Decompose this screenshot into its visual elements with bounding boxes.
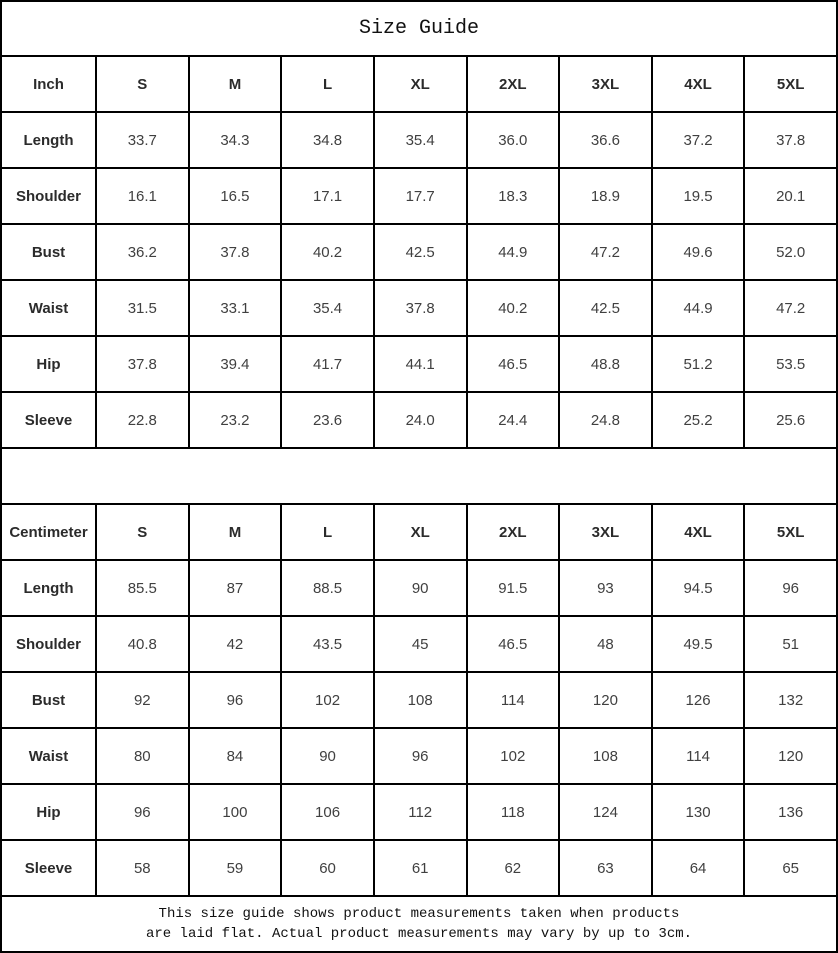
- value-cell: 39.4: [189, 336, 282, 392]
- value-cell: 46.5: [467, 336, 560, 392]
- unit-header-cell: Centimeter: [1, 504, 96, 560]
- value-cell: 96: [189, 672, 282, 728]
- value-cell: 102: [281, 672, 374, 728]
- value-cell: 63: [559, 840, 652, 896]
- value-cell: 42.5: [559, 280, 652, 336]
- value-cell: 132: [744, 672, 837, 728]
- value-cell: 24.4: [467, 392, 560, 448]
- value-cell: 120: [744, 728, 837, 784]
- value-cell: 36.6: [559, 112, 652, 168]
- value-cell: 118: [467, 784, 560, 840]
- value-cell: 91.5: [467, 560, 560, 616]
- measurement-row: [1, 616, 837, 672]
- value-cell: 35.4: [374, 112, 467, 168]
- value-cell: 35.4: [281, 280, 374, 336]
- value-cell: 108: [559, 728, 652, 784]
- value-cell: 40.8: [96, 616, 189, 672]
- size-column-header: 4XL: [652, 504, 745, 560]
- value-cell: 87: [189, 560, 282, 616]
- value-cell: 124: [559, 784, 652, 840]
- footer-row: [1, 896, 837, 952]
- value-cell: 58: [96, 840, 189, 896]
- value-cell: 31.5: [96, 280, 189, 336]
- value-cell: 24.8: [559, 392, 652, 448]
- value-cell: 96: [744, 560, 837, 616]
- measurement-row: [1, 560, 837, 616]
- value-cell: 37.2: [652, 112, 745, 168]
- value-cell: 45: [374, 616, 467, 672]
- size-column-header: 3XL: [559, 56, 652, 112]
- value-cell: 37.8: [374, 280, 467, 336]
- measurement-row: [1, 728, 837, 784]
- row-label-cell: Shoulder: [1, 168, 96, 224]
- value-cell: 92: [96, 672, 189, 728]
- value-cell: 44.9: [652, 280, 745, 336]
- value-cell: 96: [374, 728, 467, 784]
- value-cell: 93: [559, 560, 652, 616]
- measurement-row: [1, 840, 837, 896]
- title-row: [1, 1, 837, 56]
- value-cell: 36.0: [467, 112, 560, 168]
- value-cell: 96: [96, 784, 189, 840]
- footer-note: [1, 896, 837, 952]
- size-column-header: XL: [374, 56, 467, 112]
- spacer-row: [1, 448, 837, 504]
- size-column-header: XL: [374, 504, 467, 560]
- measurement-row: [1, 672, 837, 728]
- value-cell: 94.5: [652, 560, 745, 616]
- value-cell: 18.9: [559, 168, 652, 224]
- value-cell: 64: [652, 840, 745, 896]
- value-cell: 130: [652, 784, 745, 840]
- value-cell: 65: [744, 840, 837, 896]
- value-cell: 51: [744, 616, 837, 672]
- value-cell: 25.6: [744, 392, 837, 448]
- value-cell: 34.3: [189, 112, 282, 168]
- value-cell: 84: [189, 728, 282, 784]
- size-column-header: 2XL: [467, 56, 560, 112]
- value-cell: 44.1: [374, 336, 467, 392]
- measurement-row: [1, 336, 837, 392]
- footer-section: [1, 896, 837, 952]
- size-column-header: 4XL: [652, 56, 745, 112]
- footer-note-line-2: are laid flat. Actual product measurements may vary by up to 3cm.: [145, 926, 693, 942]
- size-column-header: M: [189, 56, 282, 112]
- value-cell: 48: [559, 616, 652, 672]
- value-cell: 25.2: [652, 392, 745, 448]
- value-cell: 80: [96, 728, 189, 784]
- row-label-cell: Sleeve: [1, 392, 96, 448]
- size-column-header: 3XL: [559, 504, 652, 560]
- inch-table-section: [1, 56, 837, 448]
- unit-header-cell: Inch: [1, 56, 96, 112]
- title-section: [1, 1, 837, 56]
- size-column-header: M: [189, 504, 282, 560]
- measurement-row: [1, 280, 837, 336]
- row-label-cell: Bust: [1, 224, 96, 280]
- value-cell: 90: [281, 728, 374, 784]
- spacer-cell: [1, 448, 837, 504]
- size-column-header: S: [96, 504, 189, 560]
- value-cell: 20.1: [744, 168, 837, 224]
- row-label-cell: Waist: [1, 728, 96, 784]
- size-header-row: [1, 56, 837, 112]
- value-cell: 136: [744, 784, 837, 840]
- value-cell: 108: [374, 672, 467, 728]
- value-cell: 60: [281, 840, 374, 896]
- value-cell: 34.8: [281, 112, 374, 168]
- value-cell: 62: [467, 840, 560, 896]
- value-cell: 41.7: [281, 336, 374, 392]
- value-cell: 46.5: [467, 616, 560, 672]
- size-column-header: L: [281, 56, 374, 112]
- value-cell: 43.5: [281, 616, 374, 672]
- value-cell: 126: [652, 672, 745, 728]
- spacer-section: [1, 448, 837, 504]
- centimeter-table-section: [1, 504, 837, 896]
- value-cell: 37.8: [744, 112, 837, 168]
- size-column-header: 5XL: [744, 56, 837, 112]
- row-label-cell: Bust: [1, 672, 96, 728]
- value-cell: 47.2: [559, 224, 652, 280]
- value-cell: 37.8: [96, 336, 189, 392]
- value-cell: 33.1: [189, 280, 282, 336]
- value-cell: 16.1: [96, 168, 189, 224]
- value-cell: 100: [189, 784, 282, 840]
- measurement-row: [1, 784, 837, 840]
- value-cell: 37.8: [189, 224, 282, 280]
- value-cell: 23.6: [281, 392, 374, 448]
- value-cell: 36.2: [96, 224, 189, 280]
- value-cell: 102: [467, 728, 560, 784]
- size-column-header: 2XL: [467, 504, 560, 560]
- size-header-row: [1, 504, 837, 560]
- value-cell: 42: [189, 616, 282, 672]
- value-cell: 47.2: [744, 280, 837, 336]
- value-cell: 42.5: [374, 224, 467, 280]
- value-cell: 114: [467, 672, 560, 728]
- size-column-header: S: [96, 56, 189, 112]
- value-cell: 23.2: [189, 392, 282, 448]
- value-cell: 51.2: [652, 336, 745, 392]
- value-cell: 61: [374, 840, 467, 896]
- value-cell: 85.5: [96, 560, 189, 616]
- value-cell: 88.5: [281, 560, 374, 616]
- measurement-row: [1, 168, 837, 224]
- row-label-cell: Waist: [1, 280, 96, 336]
- row-label-cell: Hip: [1, 336, 96, 392]
- value-cell: 114: [652, 728, 745, 784]
- row-label-cell: Hip: [1, 784, 96, 840]
- size-column-header: L: [281, 504, 374, 560]
- size-column-header: 5XL: [744, 504, 837, 560]
- value-cell: 49.5: [652, 616, 745, 672]
- value-cell: 59: [189, 840, 282, 896]
- page-title: Size Guide: [1, 1, 837, 56]
- value-cell: 22.8: [96, 392, 189, 448]
- measurement-row: [1, 224, 837, 280]
- row-label-cell: Length: [1, 560, 96, 616]
- value-cell: 52.0: [744, 224, 837, 280]
- row-label-cell: Sleeve: [1, 840, 96, 896]
- value-cell: 19.5: [652, 168, 745, 224]
- value-cell: 17.1: [281, 168, 374, 224]
- value-cell: 18.3: [467, 168, 560, 224]
- value-cell: 53.5: [744, 336, 837, 392]
- footer-note-line-1: This size guide shows product measurements taken when products: [158, 906, 680, 922]
- value-cell: 33.7: [96, 112, 189, 168]
- value-cell: 24.0: [374, 392, 467, 448]
- value-cell: 49.6: [652, 224, 745, 280]
- value-cell: 16.5: [189, 168, 282, 224]
- row-label-cell: Length: [1, 112, 96, 168]
- value-cell: 120: [559, 672, 652, 728]
- row-label-cell: Shoulder: [1, 616, 96, 672]
- value-cell: 44.9: [467, 224, 560, 280]
- value-cell: 40.2: [281, 224, 374, 280]
- value-cell: 17.7: [374, 168, 467, 224]
- value-cell: 90: [374, 560, 467, 616]
- measurement-row: [1, 392, 837, 448]
- value-cell: 106: [281, 784, 374, 840]
- value-cell: 48.8: [559, 336, 652, 392]
- value-cell: 40.2: [467, 280, 560, 336]
- value-cell: 112: [374, 784, 467, 840]
- measurement-row: [1, 112, 837, 168]
